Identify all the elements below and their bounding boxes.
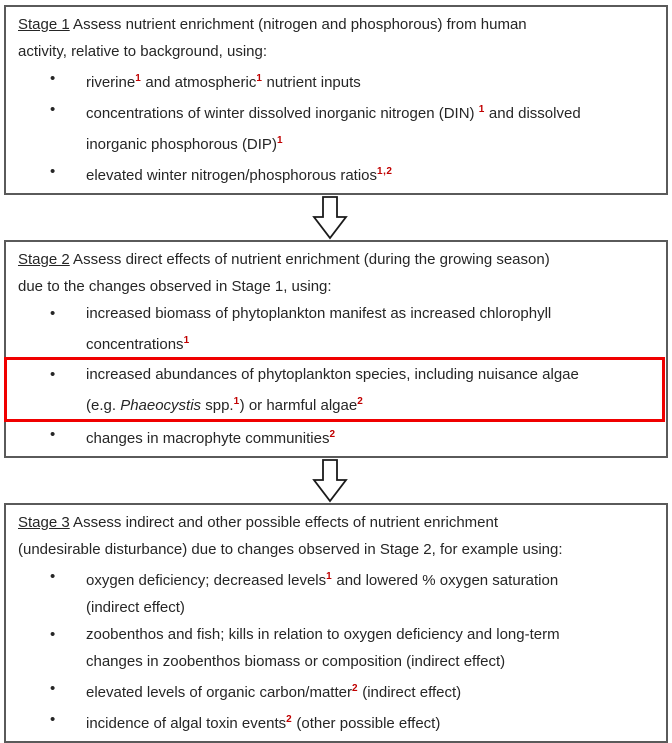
text-run: activity, relative to background, using: xyxy=(18,43,268,60)
stage-2-bullet-chlorophyll-biomass xyxy=(18,300,658,358)
text-run: spp. xyxy=(201,397,234,414)
stage-1-bullet-din-dip-concentrations xyxy=(18,96,658,158)
stage-3-bullet-list xyxy=(18,563,658,737)
footnote-superscript: 2 xyxy=(357,396,364,407)
text-run: elevated levels of organic carbon/matter xyxy=(86,684,352,701)
footnote-superscript: 1 xyxy=(135,73,142,84)
text-run: Phaeocystis xyxy=(120,397,202,414)
text-run: inorganic phosphorous (DIP) xyxy=(86,136,277,153)
text-run: increased abundances of phytoplankton species, including nuisance algae xyxy=(86,366,579,383)
text-run: Assess indirect and other possible effects of nutrient enrichment xyxy=(69,514,499,531)
text-run: due to the changes observed in Stage 1, using: xyxy=(18,278,332,295)
text-run: ) or harmful algae xyxy=(239,397,358,414)
text-run: Assess direct effects of nutrient enrichment (during the growing season) xyxy=(69,251,550,268)
stage-3-bullet-zoobenthos-fish-kills xyxy=(18,621,658,675)
text-run: changes in macrophyte communities xyxy=(86,430,330,447)
stage-3-bullet-organic-carbon xyxy=(18,675,658,706)
text-run: (indirect effect) xyxy=(358,684,462,701)
stage-2-heading xyxy=(18,246,658,300)
text-run: Stage 2 xyxy=(18,251,70,268)
text-run: (e.g. xyxy=(86,397,121,414)
stage-1-bullet-list xyxy=(18,65,658,189)
flow-arrow-1 xyxy=(0,195,666,240)
footnote-superscript: 2 xyxy=(329,429,336,440)
footnote-superscript: 1 xyxy=(326,571,333,582)
text-run: riverine xyxy=(86,74,136,91)
down-block-arrow-icon xyxy=(312,196,348,240)
text-run: and dissolved xyxy=(484,105,581,122)
footnote-superscript: 1 xyxy=(276,135,283,146)
text-run: zoobenthos and fish; kills in relation to oxygen deficiency and long-term xyxy=(86,626,560,643)
stage-3-bullet-oxygen-deficiency xyxy=(18,563,658,621)
flow-arrow-2 xyxy=(0,458,666,503)
text-run: increased biomass of phytoplankton manifest as increased chlorophyll xyxy=(86,305,552,322)
stage-2-bullet-list xyxy=(18,300,658,452)
text-run: Stage 1 xyxy=(18,16,70,33)
text-run: changes in zoobenthos biomass or composition (indirect effect) xyxy=(86,653,506,670)
text-run: and lowered % oxygen saturation xyxy=(332,572,559,589)
text-run: incidence of algal toxin events xyxy=(86,715,287,732)
text-run: nutrient inputs xyxy=(262,74,361,91)
text-run: (other possible effect) xyxy=(292,715,441,732)
text-run: elevated winter nitrogen/phosphorous ratios xyxy=(86,167,378,184)
text-run: (undesirable disturbance) due to changes observed in Stage 2, for example using: xyxy=(18,541,563,558)
text-run: (indirect effect) xyxy=(86,599,185,616)
down-block-arrow-icon xyxy=(312,459,348,503)
stage-1-bullet-riverine-inputs xyxy=(18,65,658,96)
stage-2-bullet-macrophyte-communities xyxy=(18,421,658,452)
footnote-superscript: 1 xyxy=(233,396,240,407)
footnote-superscript: 1 xyxy=(256,73,263,84)
text-run: Stage 3 xyxy=(18,514,70,531)
footnote-superscript: 2 xyxy=(351,683,359,694)
stage-3-bullet-algal-toxin-events xyxy=(18,706,658,737)
stage-3-heading xyxy=(18,509,658,563)
stage-2-box xyxy=(4,240,668,458)
text-run: oxygen deficiency; decreased levels xyxy=(86,572,327,589)
text-run: concentrations of winter dissolved inorganic nitrogen (DIN) xyxy=(86,105,479,122)
text-run: and atmospheric xyxy=(141,74,257,91)
stage-1-box xyxy=(4,5,668,195)
text-run: concentrations xyxy=(86,336,184,353)
footnote-superscript: 1,2 xyxy=(377,166,393,177)
footnote-superscript: 2 xyxy=(286,714,293,725)
footnote-superscript: 1 xyxy=(183,335,190,346)
footnote-superscript: 1 xyxy=(478,104,485,115)
text-run: Assess nutrient enrichment (nitrogen and phosphorous) from human xyxy=(69,16,527,33)
stage-1-bullet-np-ratios xyxy=(18,158,658,189)
stage-3-box xyxy=(4,503,668,743)
stage-2-bullet-nuisance-algae-red-highlight-box xyxy=(4,357,665,422)
stage-1-heading xyxy=(18,11,658,65)
